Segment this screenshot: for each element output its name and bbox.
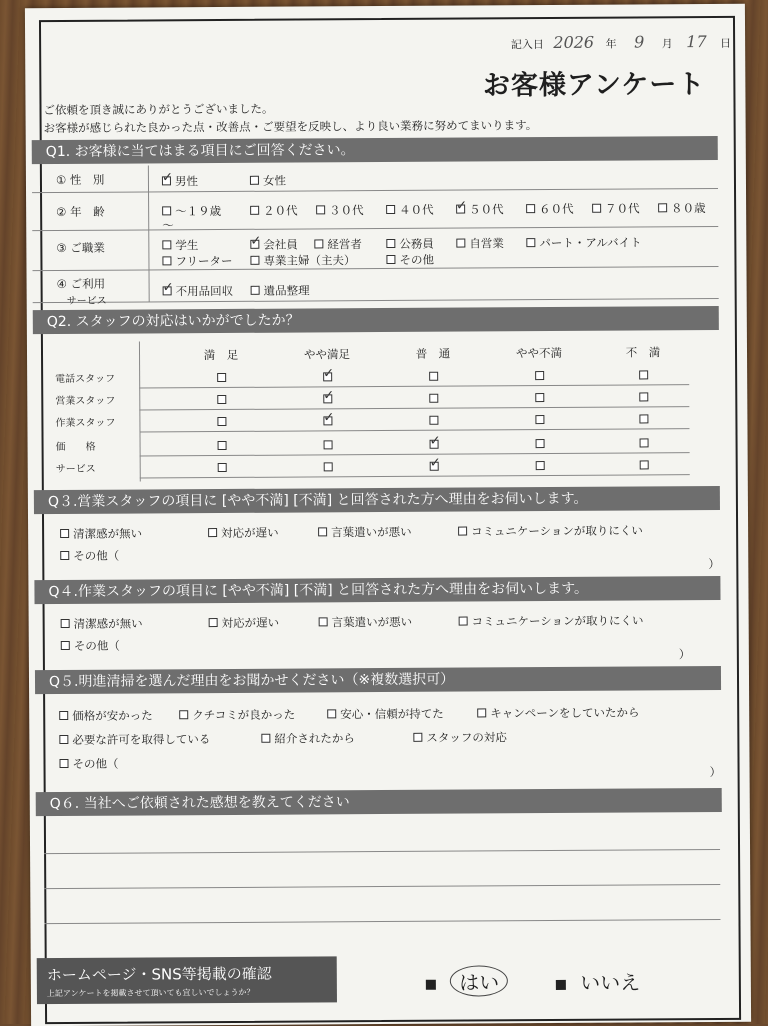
reason-other-close: ） <box>708 556 720 572</box>
rating-checkbox[interactable] <box>429 394 438 403</box>
option-label: その他（ <box>72 756 119 771</box>
option-label: 言葉遣いが悪い <box>331 524 412 540</box>
checkbox[interactable] <box>163 286 172 295</box>
option-label: 専業主婦（主夫） <box>263 253 356 268</box>
q1-row-label: サービス <box>66 295 107 307</box>
option-label: 自営業 <box>469 236 504 251</box>
rating-checkbox[interactable] <box>217 395 226 404</box>
reason-option[interactable] <box>319 614 413 631</box>
checkbox[interactable] <box>592 204 601 213</box>
choice-reason-option[interactable] <box>179 707 295 724</box>
q2-column-header: 満 足 <box>203 347 239 363</box>
checkbox[interactable] <box>318 527 327 536</box>
q2-row-label: サービス <box>55 463 96 476</box>
option-age[interactable] <box>592 200 640 216</box>
rating-checkbox[interactable] <box>323 372 332 381</box>
rating-checkbox[interactable] <box>430 440 439 449</box>
option-occupation[interactable] <box>386 236 434 252</box>
rating-checkbox[interactable] <box>536 439 545 448</box>
choice-reason-option[interactable] <box>59 707 153 724</box>
consent-yes-label: はい <box>450 965 508 996</box>
option-label: 価格が安かった <box>72 708 153 723</box>
q5-heading: Q５.明進清掃を選んだ理由をお聞かせください（※複数選択可） <box>35 666 721 694</box>
option-service-disposal[interactable] <box>163 283 234 299</box>
checkbox[interactable] <box>61 619 70 628</box>
option-label: ３０代 <box>329 203 364 218</box>
checkbox[interactable] <box>413 733 422 742</box>
rating-checkbox[interactable] <box>640 460 649 469</box>
choice-reason-other[interactable] <box>59 756 118 772</box>
sheet-border <box>39 16 741 1024</box>
rating-checkbox[interactable] <box>218 463 227 472</box>
checkbox[interactable] <box>250 240 259 249</box>
q2-row-label: 作業スタッフ <box>55 417 116 430</box>
option-label: コミュニケーションが取りにくい <box>471 613 644 629</box>
option-label: その他 <box>399 252 434 267</box>
option-age[interactable] <box>456 201 504 217</box>
option-label: クチコミが良かった <box>192 707 296 723</box>
checkbox[interactable] <box>61 641 70 650</box>
option-age[interactable] <box>250 203 298 219</box>
q1-heading: Q1. お客様に当てはまる項目にご回答ください。 <box>32 136 718 164</box>
rating-checkbox[interactable] <box>324 462 333 471</box>
choice-reason-close: ） <box>709 764 722 780</box>
q4-heading: Q４.作業スタッフの項目に [やや不満] [不満] と回答された方へ理由をお伺いします。 <box>34 576 720 604</box>
option-label: ６０代 <box>539 201 574 217</box>
checkbox[interactable] <box>261 734 270 743</box>
option-label: ４０代 <box>399 202 434 217</box>
reason-option[interactable] <box>209 615 280 631</box>
rating-checkbox[interactable] <box>535 415 544 424</box>
q2-column-header: 普 通 <box>415 346 451 361</box>
option-age[interactable] <box>386 202 434 218</box>
option-age[interactable] <box>526 201 574 217</box>
option-label: フリーター <box>175 253 233 269</box>
option-label: ８０歳 <box>671 201 706 216</box>
option-gender-female[interactable] <box>250 173 286 189</box>
rating-checkbox[interactable] <box>324 440 333 449</box>
date-month[interactable]: 9 <box>634 32 645 52</box>
rating-checkbox[interactable] <box>218 441 227 450</box>
choice-reason-option[interactable] <box>477 704 639 721</box>
option-label: 経営者 <box>327 237 362 252</box>
option-label: ７０代 <box>605 201 640 216</box>
reason-other[interactable] <box>60 548 119 564</box>
no-marker-icon <box>556 979 566 989</box>
checkbox[interactable] <box>251 286 260 295</box>
option-service-estate[interactable] <box>251 282 310 298</box>
q2-column-header: やや不満 <box>515 345 563 361</box>
checkbox[interactable] <box>459 617 468 626</box>
option-label: 安心・信頼が持てた <box>340 706 444 722</box>
date-day[interactable]: 17 <box>686 32 707 52</box>
option-label: 遺品整理 <box>263 283 310 298</box>
option-label: 不用品回収 <box>175 283 234 299</box>
option-label: 必要な許可を取得している <box>72 732 211 747</box>
checkbox[interactable] <box>250 256 259 265</box>
q3-heading: Q３.営業スタッフの項目に [やや不満] [不満] と回答された方へ理由をお伺いします。 <box>34 486 720 514</box>
rating-checkbox[interactable] <box>429 372 438 381</box>
choice-reason-option[interactable] <box>413 729 507 746</box>
rating-checkbox[interactable] <box>429 416 438 425</box>
checkbox[interactable] <box>526 204 535 213</box>
checkbox[interactable] <box>162 206 171 215</box>
option-occupation[interactable] <box>386 252 434 268</box>
rating-checkbox[interactable] <box>323 394 332 403</box>
rating-checkbox[interactable] <box>535 393 544 402</box>
checkbox[interactable] <box>209 618 218 627</box>
checkbox[interactable] <box>316 205 325 214</box>
choice-reason-option[interactable] <box>327 706 444 723</box>
choice-reason-option[interactable] <box>59 731 210 748</box>
option-occupation[interactable] <box>250 252 355 269</box>
rating-checkbox[interactable] <box>639 392 648 401</box>
option-age[interactable] <box>658 200 706 216</box>
intro-line-2: お客様が感じられた良かった点・改善点・ご要望を反映し、より良い業務に努めてまいります。 <box>43 118 538 136</box>
choice-reason-option[interactable] <box>261 730 355 747</box>
q2-row-label: 営業スタッフ <box>55 395 116 408</box>
option-label: 会社員 <box>263 237 298 252</box>
publish-consent-box <box>37 956 337 1004</box>
checkbox[interactable] <box>59 711 68 720</box>
checkbox[interactable] <box>162 176 171 185</box>
checkbox[interactable] <box>59 735 68 744</box>
reason-option[interactable] <box>458 522 643 539</box>
option-label: 学生 <box>175 238 199 253</box>
option-label: 対応が遅い <box>221 525 279 541</box>
checkbox[interactable] <box>327 709 336 718</box>
reason-option[interactable] <box>459 612 644 629</box>
q1-row-label: ② 年 齢 <box>56 204 105 220</box>
date-year[interactable]: 2026 <box>553 32 595 52</box>
publish-consent-title: ホームページ・SNS等掲載の確認 <box>46 964 272 985</box>
rating-checkbox[interactable] <box>535 371 544 380</box>
option-label: キャンペーンをしていたから <box>490 705 640 721</box>
option-occupation[interactable] <box>456 235 504 251</box>
option-label: 清潔感が無い <box>73 616 143 631</box>
entry-date: 記入日 2026 年 9 月 17 日 <box>510 32 732 52</box>
option-label: その他（ <box>73 638 120 653</box>
reason-other-close: ） <box>678 647 691 662</box>
publish-consent-question: 上記アンケートを掲載させて頂いても宜しいでしょうか？ <box>46 987 255 999</box>
checkbox[interactable] <box>60 529 69 538</box>
checkbox[interactable] <box>456 239 465 248</box>
checkbox[interactable] <box>458 527 467 536</box>
option-occupation[interactable] <box>162 237 198 253</box>
q2-row-label: 電話スタッフ <box>55 373 116 386</box>
q2-column-header: 不 満 <box>625 345 661 360</box>
reason-option[interactable] <box>60 526 142 543</box>
q1-row-label: ① 性 別 <box>55 172 105 188</box>
checkbox[interactable] <box>386 205 395 214</box>
page-title: お客様アンケート <box>482 69 706 102</box>
checkbox[interactable] <box>319 617 328 626</box>
checkbox[interactable] <box>314 239 323 248</box>
option-gender-male[interactable] <box>162 173 198 189</box>
rating-checkbox[interactable] <box>217 373 226 382</box>
option-occupation[interactable] <box>526 234 641 251</box>
rating-checkbox[interactable] <box>536 461 545 470</box>
reason-option[interactable] <box>208 525 279 541</box>
rating-checkbox[interactable] <box>217 417 226 426</box>
reason-option[interactable] <box>61 616 143 633</box>
rating-checkbox[interactable] <box>640 438 649 447</box>
option-label: 言葉遣いが悪い <box>331 614 413 630</box>
option-label: 紹介されたから <box>274 731 355 746</box>
rating-checkbox[interactable] <box>430 462 439 471</box>
checkbox[interactable] <box>60 551 69 560</box>
rating-checkbox[interactable] <box>639 414 648 423</box>
q6-heading: Q６. 当社へご依頼された感想を教えてください <box>36 788 722 816</box>
checkbox[interactable] <box>658 203 667 212</box>
option-label: ５０代 <box>469 202 504 217</box>
q2-row-label: 価 格 <box>55 441 96 454</box>
checkbox[interactable] <box>250 176 259 185</box>
option-label: スタッフの対応 <box>426 730 507 745</box>
option-label: その他（ <box>73 548 120 563</box>
option-occupation[interactable] <box>162 253 232 269</box>
option-label: パート・アルバイト <box>539 235 642 251</box>
reason-option[interactable] <box>318 524 412 541</box>
q2-column-header: やや満足 <box>303 347 351 362</box>
survey-sheet <box>25 4 751 1026</box>
rating-checkbox[interactable] <box>639 370 648 379</box>
consent-no-option[interactable] <box>556 966 641 996</box>
option-label: ２０代 <box>263 203 298 218</box>
date-label: 記入日 <box>510 38 544 52</box>
option-label: 清潔感が無い <box>73 526 143 541</box>
checkbox[interactable] <box>179 710 188 719</box>
checkbox[interactable] <box>526 238 535 247</box>
checkbox[interactable] <box>162 240 171 249</box>
yes-marker-icon <box>426 979 436 989</box>
q1-row-label: ③ ご職業 <box>56 240 105 256</box>
consent-yes-option[interactable] <box>426 965 509 997</box>
option-label: ～１９歳 <box>175 204 222 219</box>
age-suffix: ～ <box>162 218 174 233</box>
checkbox[interactable] <box>250 206 259 215</box>
checkbox[interactable] <box>456 205 465 214</box>
option-age[interactable] <box>316 202 364 218</box>
rating-checkbox[interactable] <box>323 416 332 425</box>
option-occupation[interactable] <box>314 236 362 252</box>
option-label: 女性 <box>262 173 286 188</box>
checkbox[interactable] <box>162 256 171 265</box>
option-label: 対応が遅い <box>221 615 280 631</box>
option-label: 男性 <box>174 174 198 189</box>
checkbox[interactable] <box>477 708 486 717</box>
checkbox[interactable] <box>386 255 395 264</box>
checkbox[interactable] <box>59 759 68 768</box>
option-occupation[interactable] <box>250 237 298 253</box>
consent-no-label: いいえ <box>580 970 641 995</box>
reason-other[interactable] <box>61 638 120 654</box>
checkbox[interactable] <box>386 239 395 248</box>
checkbox[interactable] <box>208 528 217 537</box>
option-label: 公務員 <box>399 236 434 251</box>
option-label: コミュニケーションが取りにくい <box>471 523 643 539</box>
intro-line-1: ご依頼を頂き誠にありがとうございました。 <box>43 101 274 118</box>
q1-row-label: ④ ご利用 <box>56 276 106 292</box>
q2-heading: Q2. スタッフの対応はいかがでしたか？ <box>33 306 719 334</box>
